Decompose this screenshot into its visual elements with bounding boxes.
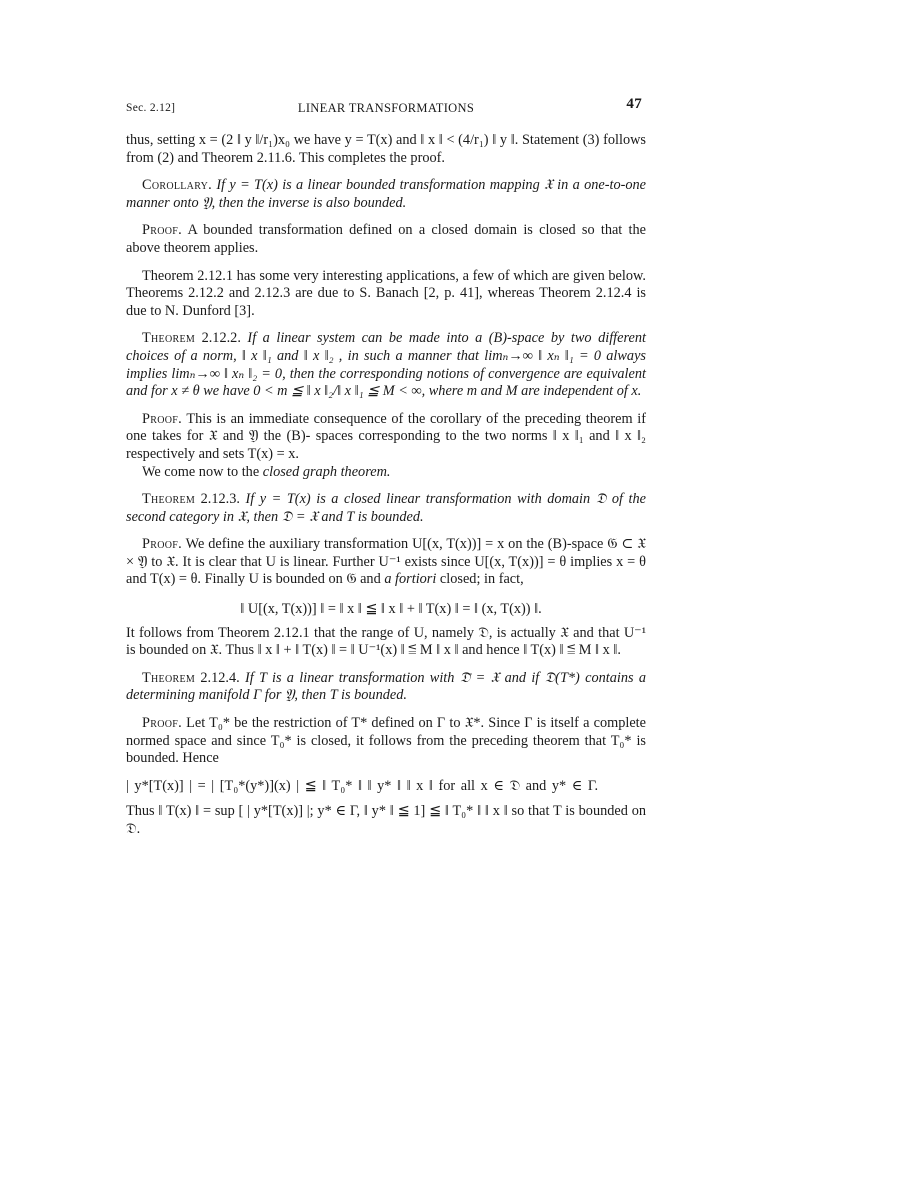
theorem-text: If a linear system can be made into a (B)-space by two different choices of a norm, ‖ x ‖₁ and ‖ x ‖₂ , in such a manner that limₙ→∞ ‖ xₙ ‖₁ = 0 always implies limₙ→∞ ‖ xₙ ‖₂ = 0, then the corresponding notions of convergence are equivalent and for x ≠ θ we have 0 < m ≦ ‖ x ‖₂/‖ x ‖₁ ≦ M < ∞, where m and M are independent of x. bbox=[126, 330, 646, 400]
theorem-2-12-4 bbox=[126, 670, 646, 705]
proof-text: Let T₀* be the restriction of T* defined on Γ to 𝔛*. Since Γ is itself a complete normed space and since T₀* is closed, it follows from the preceding theorem that T₀* is bounded. Hence bbox=[126, 715, 646, 767]
theorem-label: Theorem bbox=[142, 330, 196, 347]
paragraph-text: It follows from Theorem 2.12.1 that the range of U, namely 𝔇, is actually 𝔛 and that U⁻¹ is bounded on 𝔛. Thus ‖ x ‖ + ‖ T(x) ‖ = ‖ U⁻¹(x) ‖ ≦ M ‖ x ‖ and hence ‖ T(x) ‖ ≦ M ‖ x ‖. bbox=[126, 624, 646, 659]
proof-label: Proof. bbox=[142, 715, 183, 732]
paragraph-final bbox=[126, 803, 646, 838]
theorem-number: 2.12.4. bbox=[195, 669, 240, 686]
proof-text: A bounded transformation defined on a closed domain is closed so that the above theorem applies. bbox=[126, 222, 646, 256]
theorem-number: 2.12.2. bbox=[195, 330, 241, 347]
corollary-label: Corollary. bbox=[142, 177, 213, 194]
paragraph-text: Theorem 2.12.1 has some very interesting applications, a few of which are given below. Theorems 2.12.2 and 2.12.3 are due to S. Banach [2, p. 41], whereas Theorem 2.12.4 is due to N. Dunford [3]. bbox=[126, 267, 646, 319]
paragraph-text: We come now to the bbox=[142, 463, 263, 480]
running-title: LINEAR TRANSFORMATIONS bbox=[297, 101, 475, 115]
paragraph-proof-conclusion bbox=[126, 132, 646, 167]
book-page bbox=[126, 96, 646, 839]
proof-theorem-2-12-4 bbox=[126, 715, 646, 768]
proof-text: This is an immediate consequence of the corollary of the preceding theorem if one takes for 𝔛 and 𝔜 the (B)- spaces corresponding to the two norms ‖ x ‖₁ and ‖ x ‖₂ respectively and sets T(x) = x. bbox=[126, 410, 646, 462]
theorem-label: Theorem bbox=[142, 669, 196, 686]
running-header bbox=[126, 96, 646, 116]
paragraph-closed-graph bbox=[126, 464, 646, 482]
theorem-2-12-2 bbox=[126, 330, 646, 400]
theorem-number: 2.12.3. bbox=[195, 491, 240, 508]
theorem-label: Theorem bbox=[142, 491, 196, 508]
theorem-text: If y = T(x) is a closed linear transformation with domain 𝔇 of the second category in 𝔛, then 𝔇 = 𝔛 and T is bounded. bbox=[126, 491, 647, 525]
proof-text: We define the auxiliary transformation U[(x, T(x))] = x on the (B)-space 𝔊 ⊂ 𝔛 × 𝔜 to 𝔛. It is clear that U is linear. Further U⁻¹ exists since U[(x, T(x))] = θ implies x = θ and T(x) = θ. Finally U is bounded on 𝔊 and bbox=[126, 536, 646, 588]
a-fortiori: a fortiori bbox=[384, 571, 437, 588]
proof-theorem-2-12-3 bbox=[126, 536, 646, 589]
proof-label: Proof. bbox=[142, 410, 183, 427]
closed-graph-term: closed graph theorem. bbox=[262, 463, 391, 480]
paragraph-applications bbox=[126, 268, 646, 321]
proof-label: Proof. bbox=[142, 222, 183, 239]
display-equation: ‖ U[(x, T(x))] ‖ = ‖ x ‖ ≦ ‖ x ‖ + ‖ T(x) ‖ = ‖ (x, T(x)) ‖. bbox=[240, 601, 542, 618]
paragraph-text: Thus ‖ T(x) ‖ = sup [ | y*[T(x)] |; y* ∈ Γ, ‖ y* ‖ ≦ 1] ≦ ‖ T₀* ‖ ‖ x ‖ so that T is bounded on 𝔇. bbox=[126, 803, 646, 837]
section-label: Sec. 2.12] bbox=[126, 102, 176, 114]
paragraph-text: thus, setting x = (2 ‖ y ‖/r₁)x₀ we have y = T(x) and ‖ x ‖ < (4/r₁) ‖ y ‖. Statement (3) follows from (2) and Theorem 2.11.6. This completes the proof. bbox=[126, 132, 646, 166]
proof-label: Proof. bbox=[142, 536, 183, 553]
theorem-text: If T is a linear transformation with 𝔇̄ = 𝔛 and if 𝔇(T*) contains a determining manifold Γ for 𝔜, then T is bounded. bbox=[126, 669, 646, 704]
display-inequality: | y*[T(x)] | = | [T₀*(y*)](x) | ≦ ‖ T₀* ‖ ‖ y* ‖ ‖ x ‖ for all x ∈ 𝔇 and y* ∈ Γ. bbox=[126, 777, 599, 794]
page-number: 47 bbox=[626, 96, 642, 112]
paragraph-follows bbox=[126, 625, 646, 660]
proof-corollary bbox=[126, 222, 646, 257]
corollary-text: If y = T(x) is a linear bounded transformation mapping 𝔛 in a one-to-one manner onto 𝔜, then the inverse is also bounded. bbox=[126, 177, 646, 211]
proof-theorem-2-12-2 bbox=[126, 411, 646, 464]
proof-text-end: closed; in fact, bbox=[436, 571, 524, 588]
theorem-2-12-3 bbox=[126, 491, 646, 526]
corollary bbox=[126, 177, 646, 212]
